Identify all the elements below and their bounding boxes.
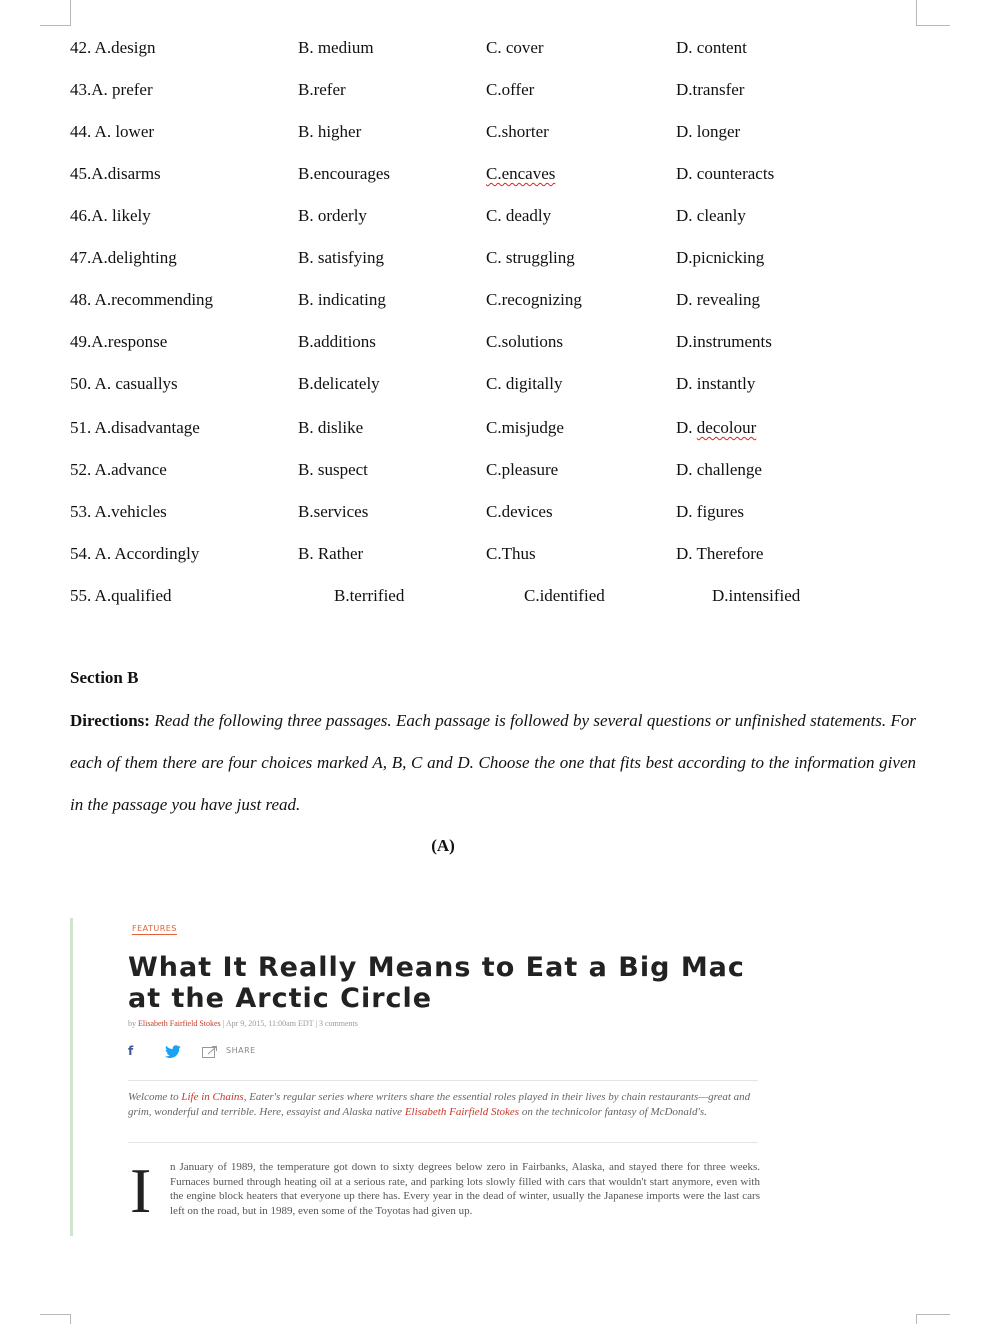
intro-text: Welcome to (128, 1091, 182, 1103)
category-tag: FEATURES (132, 924, 177, 933)
directions-paragraph (70, 700, 916, 826)
option-b: B. medium (298, 38, 374, 57)
option-d: D. challenge (676, 460, 762, 479)
option-d: D. revealing (676, 290, 761, 309)
crop-mark-bottom-right-h (916, 1314, 950, 1315)
option-a: 49.A.response (70, 332, 168, 351)
option-c: C.Thus (486, 544, 536, 563)
option-a: 52. A.advance (70, 460, 167, 479)
option-b: B. orderly (298, 206, 367, 225)
option-d-word: decolour (696, 418, 757, 437)
option-b: B. satisfying (298, 248, 384, 267)
option-c: C.offer (486, 80, 535, 99)
article-intro (128, 1090, 760, 1120)
crop-mark-bottom-left-h (40, 1314, 71, 1315)
option-b: B. suspect (298, 460, 368, 479)
option-c: C.devices (486, 502, 553, 521)
crop-mark-top-left-v (70, 0, 71, 26)
option-b: B. higher (298, 122, 362, 141)
option-a: 43.A. prefer (70, 80, 153, 99)
section-title: Section B (70, 668, 139, 687)
byline-prefix: by (128, 1019, 136, 1028)
crop-mark-top-right-v (916, 0, 917, 26)
option-b: B. Rather (298, 544, 364, 563)
option-c-spellcheck: C.encaves (486, 164, 556, 183)
option-d: D. counteracts (676, 164, 775, 183)
byline (128, 1019, 358, 1028)
author-link: Elisabeth Fairfield Stokes (138, 1019, 221, 1028)
option-d: D. figures (676, 502, 744, 521)
passage-label: (A) (431, 836, 455, 855)
option-b: B.additions (298, 332, 376, 351)
option-a: 46.A. likely (70, 206, 151, 225)
option-c: C.solutions (486, 332, 563, 351)
quote-bar (70, 918, 73, 1236)
directions-label: Directions: (70, 711, 150, 730)
option-d: D. cleanly (676, 206, 746, 225)
question-row (0, 372, 986, 396)
question-row (0, 330, 986, 354)
option-c: C.identified (524, 586, 605, 605)
crop-mark-bottom-right-v (916, 1314, 917, 1324)
crop-mark-top-right-h (916, 25, 950, 26)
option-c: C.pleasure (486, 460, 559, 479)
option-d: D.intensified (712, 586, 801, 605)
twitter-icon (164, 1045, 182, 1059)
question-row (0, 500, 986, 524)
option-a: 48. A.recommending (70, 290, 214, 309)
option-a: 55. A.qualified (70, 586, 172, 605)
option-b: B.refer (298, 80, 346, 99)
option-a: 50. A. casuallys (70, 374, 178, 393)
option-c: C.recognizing (486, 290, 582, 309)
share-icon (202, 1045, 218, 1058)
option-d: D. longer (676, 122, 741, 141)
question-row (0, 584, 986, 608)
option-b: B.delicately (298, 374, 380, 393)
question-row (0, 416, 986, 440)
intro-text: , Eater's regular series where writers share the essential roles played in their lives by chain restaurants—great and grim, wonderful and terrible. Here, essayist and Alaska native (128, 1091, 751, 1118)
divider (128, 1142, 758, 1143)
option-d: D. Therefore (676, 544, 764, 563)
article-body: n January of 1989, the temperature got down to sixty degrees below zero in Fairbanks, Alaska, and stayed there for three weeks. Furnaces burned through heating oil at a serious rate, and parking lots slowly filled with cars that wouldn't start anymore, even with the engine block heaters that everyone up there has. Every year in the dead of winter, usually the Japanese imports were the last cars left on the road, but in 1989, even some of the Toyotas had given up. (170, 1161, 760, 1217)
option-d: D. content (676, 38, 747, 57)
question-row (0, 78, 986, 102)
option-a: 44. A. lower (70, 122, 155, 141)
option-b: B.services (298, 502, 369, 521)
drop-cap: I (130, 1155, 152, 1226)
crop-mark-bottom-left-v (70, 1314, 71, 1324)
question-row (0, 36, 986, 60)
facebook-icon: f (128, 1044, 134, 1058)
option-d-letter: D. (676, 418, 697, 437)
option-d: D.transfer (676, 80, 745, 99)
directions-text: Read the following three passages. Each passage is followed by several questions or unfinished statements. For each of them there are four choices marked A, B, C and D. Choose the one that fits best according to the information given in the passage you have just read. (70, 711, 916, 814)
option-c: C. deadly (486, 206, 552, 225)
option-b: B.encourages (298, 164, 391, 183)
option-a: 42. A.design (70, 38, 156, 57)
option-c: C. digitally (486, 374, 563, 393)
option-a: 47.A.delighting (70, 248, 177, 267)
intro-text: on the technicolor fantasy of McDonald's. (519, 1106, 707, 1118)
option-c: C. struggling (486, 248, 575, 267)
question-row (0, 288, 986, 312)
byline-meta: | Apr 9, 2015, 11:00am EDT | 3 comments (220, 1019, 358, 1028)
share-label: SHARE (226, 1046, 256, 1055)
option-c: C. cover (486, 38, 544, 57)
share-bar (128, 1044, 328, 1060)
crop-mark-top-left-h (40, 25, 71, 26)
option-d: D.picnicking (676, 248, 765, 267)
author-link: Elisabeth Fairfield Stokes (404, 1106, 520, 1118)
divider (128, 1080, 758, 1081)
option-a: 51. A.disadvantage (70, 418, 200, 437)
option-d: D. instantly (676, 374, 756, 393)
option-b: B. indicating (298, 290, 386, 309)
series-link: Life in Chains (181, 1091, 244, 1103)
option-a: 45.A.disarms (70, 164, 161, 183)
option-b: B.terrified (334, 586, 405, 605)
article-screenshot (70, 918, 770, 1236)
question-row (0, 162, 986, 186)
option-c: C.misjudge (486, 418, 564, 437)
option-c: C.shorter (486, 122, 549, 141)
question-row (0, 246, 986, 270)
question-row (0, 204, 986, 228)
option-a: 54. A. Accordingly (70, 544, 200, 563)
question-row (0, 458, 986, 482)
option-a: 53. A.vehicles (70, 502, 167, 521)
option-b: B. dislike (298, 418, 364, 437)
option-d: D.instruments (676, 332, 772, 351)
question-row (0, 542, 986, 566)
article-headline: What It Really Means to Eat a Big Mac at the Arctic Circle (128, 952, 745, 1014)
option-d-spellcheck (676, 416, 756, 440)
question-row (0, 120, 986, 144)
